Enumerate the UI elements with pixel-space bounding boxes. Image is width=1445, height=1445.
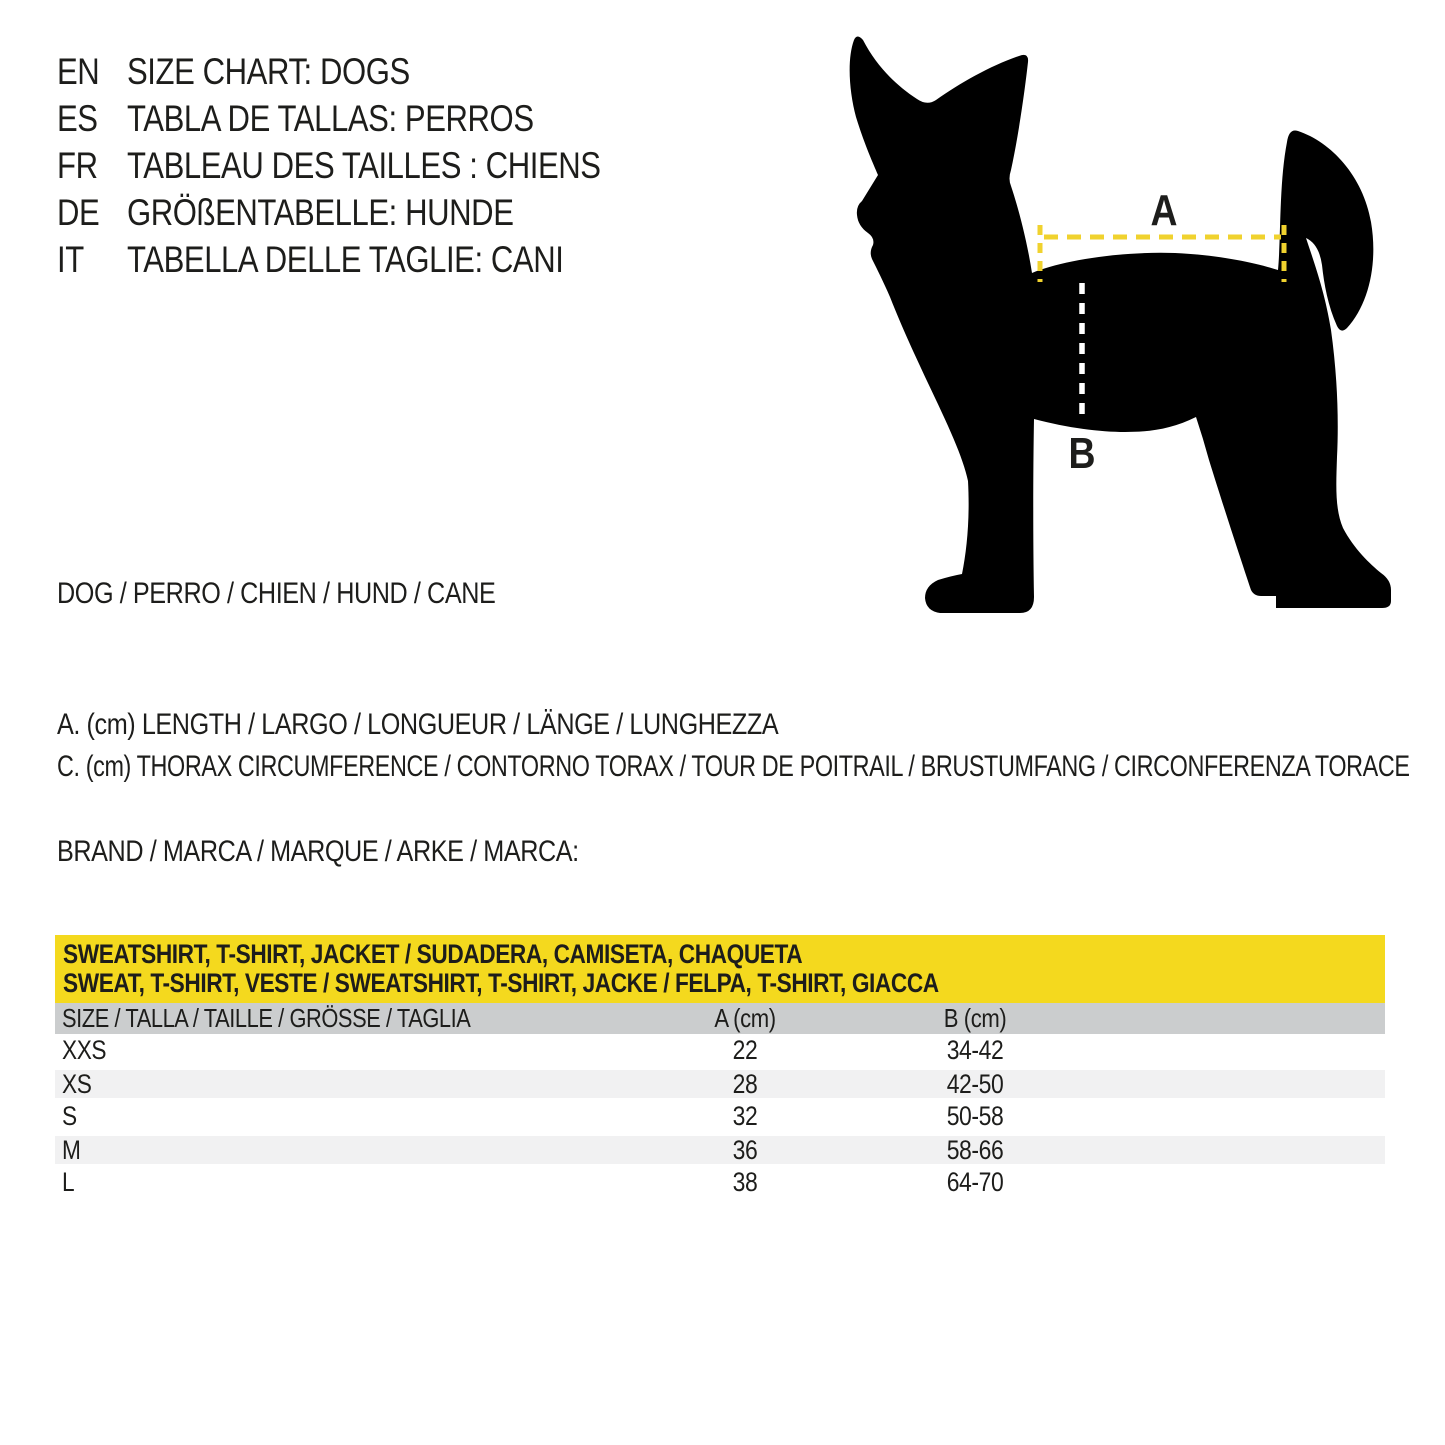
b-cell	[946, 1034, 1042, 1067]
language-title-text: SIZE CHART: DOGS	[127, 51, 410, 92]
measurement-legend-a	[57, 708, 916, 741]
b-cell	[946, 1069, 1042, 1099]
measurement-legend-c	[57, 750, 1445, 783]
b-cell	[946, 1166, 1042, 1199]
dog-measurement-diagram	[820, 25, 1420, 645]
size-cell-text: S	[62, 1101, 77, 1131]
size-cell	[62, 1034, 115, 1067]
size-cell-text: M	[62, 1135, 81, 1165]
size-cell	[62, 1166, 77, 1199]
dog-silhouette	[850, 37, 1391, 614]
table-row-xxs	[55, 1034, 1385, 1067]
size-table-title-line1-text: SWEATSHIRT, T-SHIRT, JACKET / SUDADERA, CAMISETA, CHAQUETA	[63, 939, 803, 969]
language-title	[127, 95, 611, 142]
a-cell-text: 28	[732, 1069, 758, 1099]
animal-caption	[57, 577, 579, 610]
language-row-it	[57, 236, 691, 283]
measure-b-label: B	[1068, 428, 1096, 478]
size-cell-text: L	[62, 1167, 75, 1197]
language-row-es	[57, 95, 691, 142]
b-cell	[946, 1135, 1042, 1165]
column-header-b	[943, 1003, 1049, 1034]
language-code	[57, 142, 127, 189]
measurement-legend-c-text: C. (cm) THORAX CIRCUMFERENCE / CONTORNO TORAX / TOUR DE POITRAIL / BRUSTUMFANG / CIRCONFERENZA TORACE	[57, 750, 1410, 783]
language-code	[57, 189, 127, 236]
a-cell	[732, 1100, 774, 1133]
title-language-list	[57, 48, 691, 283]
language-code-text: IT	[57, 239, 84, 280]
b-cell-text: 50-58	[946, 1101, 1004, 1131]
column-header-b-text: B (cm)	[943, 1003, 1007, 1033]
language-title-text: TABELLA DELLE TAGLIE: CANI	[127, 239, 564, 280]
size-table-title-line1	[63, 940, 1385, 969]
language-code-text: EN	[57, 51, 100, 92]
size-cell	[62, 1136, 84, 1164]
a-cell	[732, 1034, 774, 1067]
a-cell-text: 32	[732, 1101, 758, 1131]
b-cell	[946, 1100, 1042, 1133]
table-row-m	[55, 1133, 1385, 1166]
a-cell	[732, 1069, 774, 1099]
measure-a-label: A	[1150, 185, 1178, 235]
language-code	[57, 236, 127, 283]
measurement-legend-a-text: A. (cm) LENGTH / LARGO / LONGUEUR / LÄNGE / LUNGHEZZA	[57, 708, 779, 741]
language-title	[127, 142, 691, 189]
language-code-text: FR	[57, 145, 98, 186]
column-header-size	[62, 1003, 548, 1034]
language-title-text: TABLEAU DES TAILLES : CHIENS	[127, 145, 601, 186]
language-row-fr	[57, 142, 691, 189]
size-table-title-line2-text: SWEAT, T-SHIRT, VESTE / SWEATSHIRT, T-SHIRT, JACKE / FELPA, T-SHIRT, GIACCA	[63, 968, 939, 998]
size-cell-text: XXS	[62, 1035, 107, 1065]
dog-silhouette-figure	[820, 25, 1420, 645]
table-row-s	[55, 1100, 1385, 1133]
table-row-xs	[55, 1067, 1385, 1100]
size-cell-text: XS	[62, 1069, 92, 1099]
column-header-a	[714, 1003, 817, 1034]
language-row-de	[57, 189, 691, 236]
size-table-title	[55, 935, 1385, 1003]
size-table	[55, 935, 1385, 1199]
language-title-text: GRÖßENTABELLE: HUNDE	[127, 192, 514, 233]
language-code-text: DE	[57, 192, 100, 233]
a-cell-text: 22	[732, 1035, 758, 1065]
language-title	[127, 48, 464, 95]
language-title-text: TABLA DE TALLAS: PERROS	[127, 98, 534, 139]
language-title	[127, 189, 587, 236]
language-code-text: ES	[57, 98, 98, 139]
column-header-a-text: A (cm)	[714, 1003, 776, 1033]
brand-line-text: BRAND / MARCA / MARQUE / ARKE / MARCA:	[57, 835, 579, 868]
b-cell-text: 64-70	[946, 1167, 1004, 1197]
brand-line	[57, 835, 678, 868]
size-cell	[62, 1100, 80, 1133]
column-header-size-text: SIZE / TALLA / TAILLE / GRÖSSE / TAGLIA	[62, 1003, 471, 1033]
language-title	[127, 236, 647, 283]
b-cell-text: 58-66	[946, 1135, 1004, 1165]
b-cell-text: 42-50	[946, 1069, 1004, 1099]
language-code	[57, 48, 127, 95]
a-cell	[732, 1135, 774, 1165]
a-cell	[732, 1166, 774, 1199]
size-table-header-row	[55, 1003, 1385, 1034]
a-cell-text: 36	[732, 1135, 758, 1165]
size-cell	[62, 1070, 97, 1098]
animal-caption-text: DOG / PERRO / CHIEN / HUND / CANE	[57, 577, 496, 610]
table-row-l	[55, 1166, 1385, 1199]
language-row-en	[57, 48, 691, 95]
language-code	[57, 95, 127, 142]
b-cell-text: 34-42	[946, 1035, 1004, 1065]
a-cell-text: 38	[732, 1167, 758, 1197]
size-table-title-line2	[63, 969, 1385, 998]
